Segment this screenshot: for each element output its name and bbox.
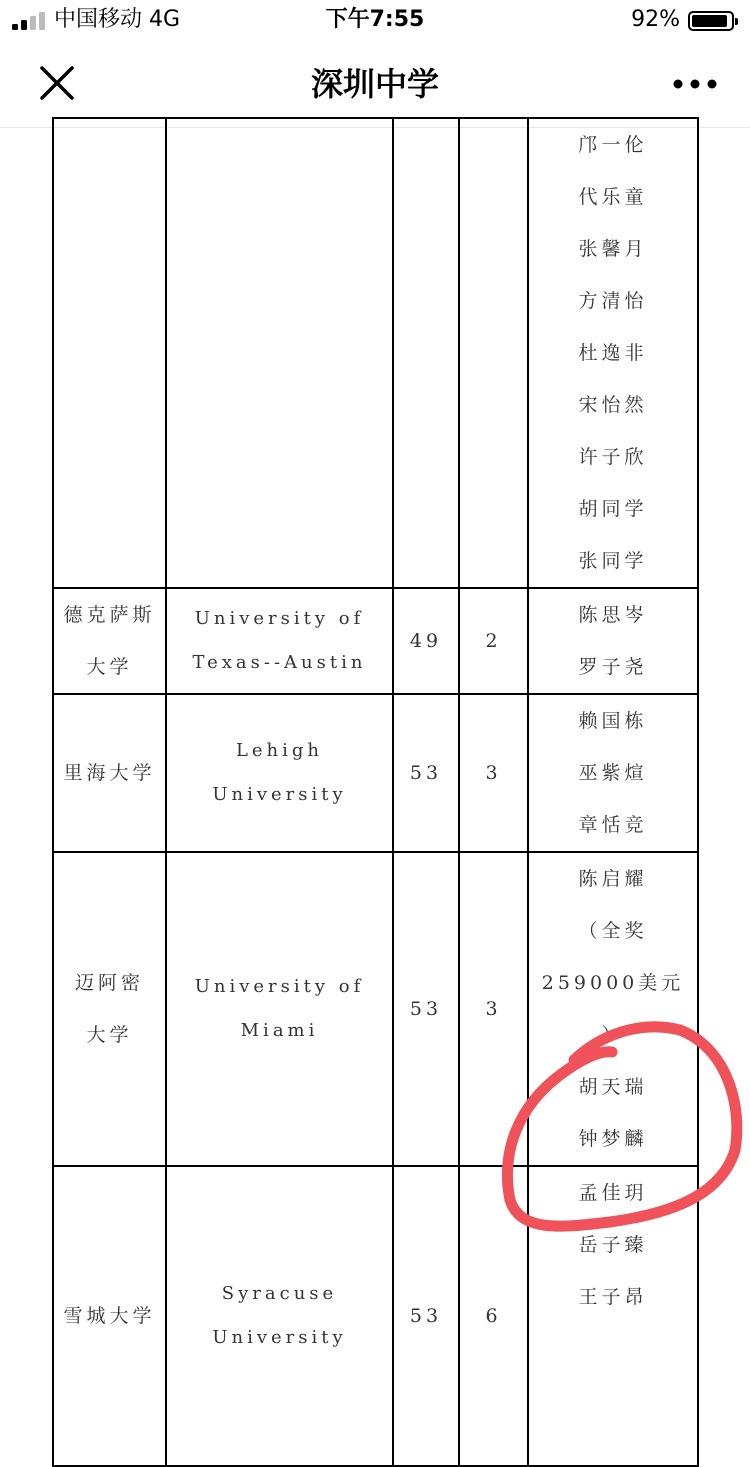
student-names-cell-line: 方清怡 xyxy=(578,290,648,312)
university-en-cell-line: University xyxy=(212,1327,347,1348)
university-en-cell-line: Texas--Austin xyxy=(192,652,367,673)
count-cell xyxy=(459,118,528,588)
student-names-cell-line: 邝一伦 xyxy=(578,134,648,156)
count-cell-value: 3 xyxy=(485,998,502,1020)
rank-cell xyxy=(393,694,459,852)
student-names-cell-line: 陈思岑 xyxy=(578,604,648,626)
student-names-cell-line: ） xyxy=(601,1024,625,1046)
article-content xyxy=(0,129,750,1348)
rank-cell-value: 53 xyxy=(409,762,443,784)
table-row xyxy=(53,1166,698,1466)
student-names-cell-line: （全奖 xyxy=(578,920,648,942)
student-names-cell xyxy=(528,694,698,852)
university-en-cell xyxy=(166,694,393,852)
student-names-cell-line: 杜逸非 xyxy=(578,342,648,364)
student-names-cell xyxy=(528,118,698,588)
rank-cell xyxy=(393,118,459,588)
university-cn-cell xyxy=(53,1166,166,1466)
university-en-cell-line: University xyxy=(212,784,347,805)
status-bar xyxy=(0,0,750,40)
rank-cell xyxy=(393,1166,459,1466)
student-names-cell xyxy=(528,852,698,1166)
student-names-cell-line: 宋怡然 xyxy=(578,394,648,416)
carrier-label: 中国移动 4G xyxy=(54,7,181,32)
university-en-cell xyxy=(166,118,393,588)
student-names-cell-line: 胡同学 xyxy=(578,498,648,520)
university-en-cell xyxy=(166,852,393,1166)
count-cell xyxy=(459,694,528,852)
student-names-cell-line: 陈启耀 xyxy=(578,868,648,890)
more-icon xyxy=(670,70,720,98)
university-cn-cell-line: 大学 xyxy=(86,656,133,678)
count-cell xyxy=(459,852,528,1166)
table-row xyxy=(53,852,698,1166)
table-row xyxy=(53,694,698,852)
battery-icon xyxy=(688,11,734,31)
page-title: 深圳中学 xyxy=(310,65,439,103)
student-names-cell-line: 岳子臻 xyxy=(578,1234,648,1256)
student-names-cell-line: 胡天瑞 xyxy=(578,1076,648,1098)
university-en-cell-line: Lehigh xyxy=(235,740,324,761)
student-names-cell-line: 许子欣 xyxy=(578,446,648,468)
student-names-cell-line: 钟梦麟 xyxy=(578,1128,648,1150)
rank-cell xyxy=(393,852,459,1166)
nav-bar xyxy=(0,40,750,128)
university-en-cell xyxy=(166,1166,393,1466)
university-cn-cell xyxy=(53,852,166,1166)
student-names-cell-line: 巫紫煊 xyxy=(578,762,648,784)
count-cell-value: 2 xyxy=(485,630,502,652)
rank-cell-value: 53 xyxy=(409,1305,443,1327)
student-names-cell-line: 罗子尧 xyxy=(578,656,648,678)
university-cn-cell-line: 雪城大学 xyxy=(63,1305,156,1327)
student-names-cell-line: 章恬竞 xyxy=(578,814,648,836)
university-cn-cell xyxy=(53,694,166,852)
university-en-cell-line: Syracuse xyxy=(221,1283,338,1304)
student-names-cell-line: 259000美元 xyxy=(541,972,685,994)
admissions-table xyxy=(52,117,699,1467)
university-en-cell-line: Miami xyxy=(240,1020,319,1041)
student-names-cell-line: 赖国栋 xyxy=(578,710,648,732)
university-cn-cell xyxy=(53,588,166,694)
student-names-cell-line: 代乐童 xyxy=(578,186,648,208)
table-row xyxy=(53,118,698,588)
table-row xyxy=(53,588,698,694)
student-names-cell-line: 孟佳玥 xyxy=(578,1182,648,1204)
university-en-cell xyxy=(166,588,393,694)
university-cn-cell-line: 迈阿密 xyxy=(74,972,144,994)
status-time: 下午7:55 xyxy=(325,7,425,32)
university-en-cell-line: University of xyxy=(194,976,365,997)
university-en-cell-line: University of xyxy=(194,608,365,629)
student-names-cell xyxy=(528,1166,698,1466)
count-cell xyxy=(459,1166,528,1466)
more-button[interactable] xyxy=(670,70,720,98)
university-cn-cell-line: 大学 xyxy=(86,1024,133,1046)
university-cn-cell-line: 德克萨斯 xyxy=(63,604,156,626)
university-cn-cell xyxy=(53,118,166,588)
count-cell-value: 3 xyxy=(485,762,502,784)
count-cell xyxy=(459,588,528,694)
student-names-cell-line: 张馨月 xyxy=(578,238,648,260)
rank-cell-value: 53 xyxy=(409,998,443,1020)
rank-cell-value: 49 xyxy=(409,630,443,652)
student-names-cell xyxy=(528,588,698,694)
battery-percent: 92% xyxy=(631,7,680,32)
student-names-cell-line: 王子昂 xyxy=(578,1286,648,1308)
count-cell-value: 6 xyxy=(485,1305,502,1327)
university-cn-cell-line: 里海大学 xyxy=(63,762,156,784)
rank-cell xyxy=(393,588,459,694)
student-names-cell-line: 张同学 xyxy=(578,550,648,572)
